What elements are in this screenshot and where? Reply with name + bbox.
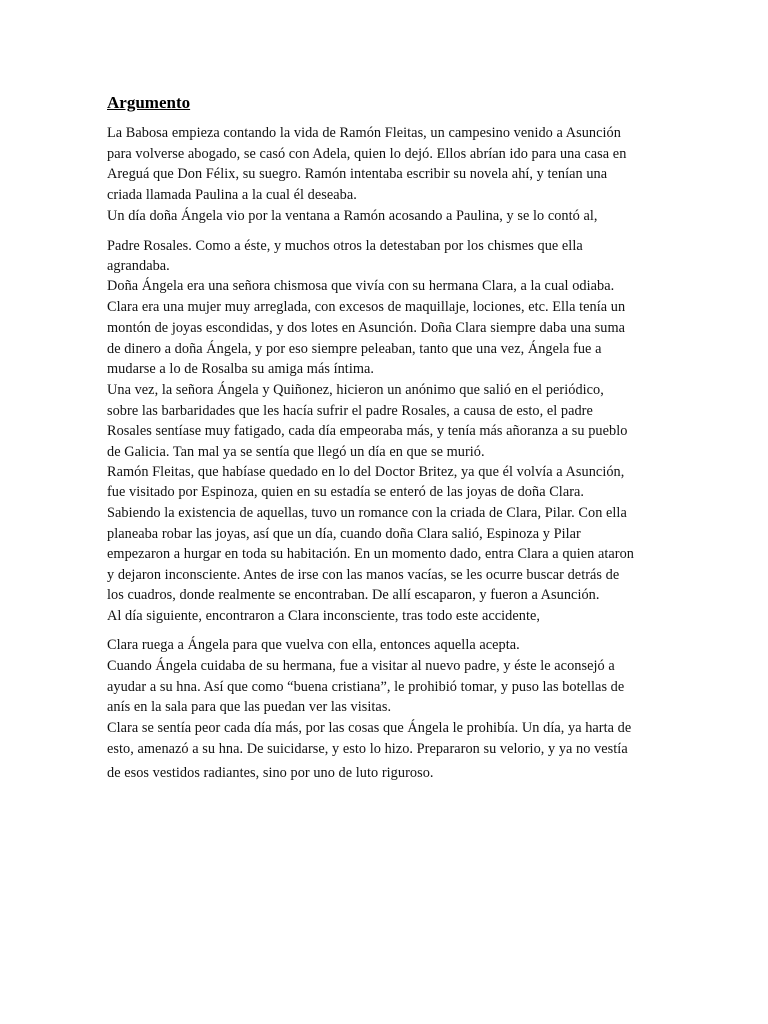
body-line: Una vez, la señora Ángela y Quiñonez, hicieron un anónimo que salió en el periódico, [107,382,604,398]
body-line: Cuando Ángela cuidaba de su hermana, fue a visitar al nuevo padre, y éste le aconsejó a [107,658,615,674]
body-line: Clara era una mujer muy arreglada, con excesos de maquillaje, lociones, etc. Ella tenía un [107,299,626,315]
body-line: Clara ruega a Ángela para que vuelva con ella, entonces aquella acepta. [107,637,520,653]
body-line: anís en la sala para que las puedan ver las visitas. [107,699,392,715]
body-line: y dejaron inconsciente. Antes de irse con las manos vacías, se les ocurre buscar detrás de [107,567,620,583]
body-line: planeaba robar las joyas, así que un día, cuando doña Clara salió, Espinoza y Pilar [107,526,581,542]
body-line: Rosales sentíase muy fatigado, cada día empeoraba más, y tenía más añoranza a su pueblo [107,423,628,439]
body-line: los cuadros, donde realmente se encontraban. De allí escaparon, y fueron a Asunción. [107,587,600,603]
body-line: La Babosa empieza contando la vida de Ramón Fleitas, un campesino venido a Asunción [107,125,621,141]
body-line: Sabiendo la existencia de aquellas, tuvo un romance con la criada de Clara, Pilar. Con ella [107,505,627,521]
body-line: mudarse a lo de Rosalba su amiga más íntima. [107,361,375,377]
body-line: montón de joyas escondidas, y dos lotes en Asunción. Doña Clara siempre daba una suma [107,320,626,336]
body-line: Ramón Fleitas, que habíase quedado en lo del Doctor Britez, ya que él volvía a Asunción, [107,464,625,480]
body-line: Doña Ángela era una señora chismosa que vivía con su hermana Clara, a la cual odiaba. [107,278,615,294]
body-line: agrandaba. [107,258,170,274]
body-line: de dinero a doña Ángela, y por eso siempre peleaban, tanto que una vez, Ángela fue a [107,341,602,357]
body-line: Clara se sentía peor cada día más, por las cosas que Ángela le prohibía. Un día, ya harta de [107,720,632,736]
body-line: criada llamada Paulina a la cual él deseaba. [107,187,357,203]
body-line: para volverse abogado, se casó con Adela, quien lo dejó. Ellos abrían ido para una casa en [107,146,627,162]
body-line: empezaron a hurgar en toda su habitación. En un momento dado, entra Clara a quien ataron [107,546,634,562]
document-title: Argumento [107,93,191,112]
body-line: Padre Rosales. Como a éste, y muchos otros la detestaban por los chismes que ella [107,238,583,254]
body-line: ayudar a su hna. Así que como “buena cristiana”, le prohibió tomar, y puso las botellas de [107,679,625,695]
body-line: fue visitado por Espinoza, quien en su estadía se enteró de las joyas de doña Clara. [107,484,585,500]
body-line: sobre las barbaridades que les hacía sufrir el padre Rosales, a causa de esto, el padre [107,403,593,419]
body-line: Areguá que Don Félix, su suegro. Ramón intentaba escribir su novela ahí, y tenían una [107,166,608,182]
body-line: de esos vestidos radiantes, sino por uno de luto riguroso. [107,765,434,781]
body-line: de Galicia. Tan mal ya se sentía que llegó un día en que se murió. [107,444,485,460]
body-line: Un día doña Ángela vio por la ventana a Ramón acosando a Paulina, y se lo contó al, [107,208,598,224]
body-line: esto, amenazó a su hna. De suicidarse, y esto lo hizo. Prepararon su velorio, y ya no vestía [107,741,628,757]
body-line: Al día siguiente, encontraron a Clara inconsciente, tras todo este accidente, [107,608,540,624]
